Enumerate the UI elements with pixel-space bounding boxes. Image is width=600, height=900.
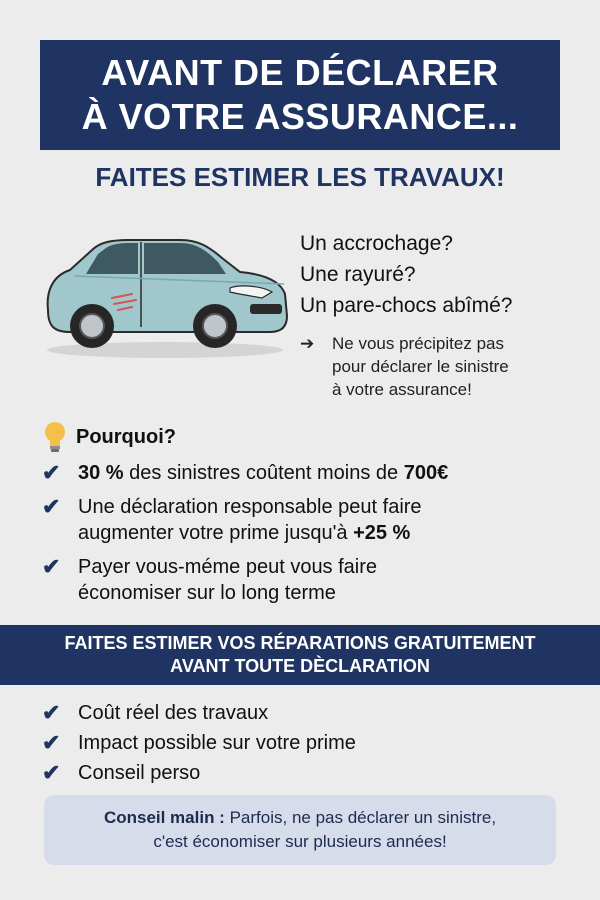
benefit-label: Impact possible sur votre prime: [78, 732, 356, 754]
checkmark-icon: ✔: [42, 494, 61, 519]
checkmark-icon: ✔: [42, 700, 61, 725]
note-line-2: pour déclarer le sinistre: [332, 357, 509, 376]
banner-line-2: AVANT TOUTE DÈCLARATION: [170, 656, 430, 676]
stat-text: des sinistres coûtent moins de: [123, 462, 404, 484]
tip-label: Conseil malin :: [103, 808, 225, 827]
list-item: [42, 554, 448, 606]
checkmark-icon: ✔: [42, 460, 61, 485]
list-item: [42, 700, 356, 726]
checkmark-icon: ✔: [42, 730, 61, 755]
item-line-2: augmenter votre prime jusqu'à: [78, 522, 354, 544]
advice-note: [300, 332, 509, 401]
banner-line-1: FAITES ESTIMER VOS RÉPARATIONS GRATUITEMENT: [64, 633, 536, 653]
why-list: [42, 460, 448, 614]
why-heading: [42, 420, 176, 454]
car-illustration: [40, 232, 290, 362]
benefit-label: Conseil perso: [78, 762, 201, 784]
benefit-label: Coût réel des travaux: [78, 702, 269, 724]
why-label: Pourquoi?: [76, 425, 176, 448]
list-item: [42, 760, 356, 786]
tip-line-2: c'est économiser sur plusieurs années!: [153, 832, 447, 851]
stat-percent: 30 %: [78, 462, 124, 484]
item-line-2: économiser sur lo long terme: [78, 582, 336, 604]
tip-box: [44, 795, 556, 865]
arrow-right-icon: ➔: [300, 334, 315, 353]
questions-block: [300, 228, 512, 321]
item-line-1: Une déclaration responsable peut faire: [78, 496, 422, 518]
lightbulb-icon: [42, 420, 68, 454]
checkmark-icon: ✔: [42, 760, 61, 785]
question-2: Une rayuré?: [300, 263, 416, 286]
estimate-banner: [0, 625, 600, 685]
subtitle: FAITES ESTIMER LES TRAVAUX!: [95, 162, 505, 192]
list-item: [42, 494, 448, 546]
note-line-3: à votre assurance!: [332, 380, 472, 399]
checkmark-icon: ✔: [42, 554, 61, 579]
question-3: Un pare-chocs abîmé?: [300, 294, 513, 317]
benefits-list: [42, 700, 356, 790]
list-item: [42, 730, 356, 756]
tip-line-1: Parfois, ne pas déclarer un sinistre,: [229, 808, 497, 827]
title-banner: [40, 40, 560, 150]
stat-amount: 700€: [403, 462, 449, 484]
item-line-1: Payer vous-méme peut vous faire: [78, 556, 378, 578]
note-line-1: Ne vous précipitez pas: [332, 334, 504, 353]
premium-increase: +25 %: [353, 522, 411, 544]
title-line-2: À VOTRE ASSURANCE...: [81, 96, 519, 137]
list-item: [42, 460, 448, 486]
title-line-1: AVANT DE DÉCLARER: [101, 52, 499, 93]
question-1: Un accrochage?: [300, 232, 453, 255]
